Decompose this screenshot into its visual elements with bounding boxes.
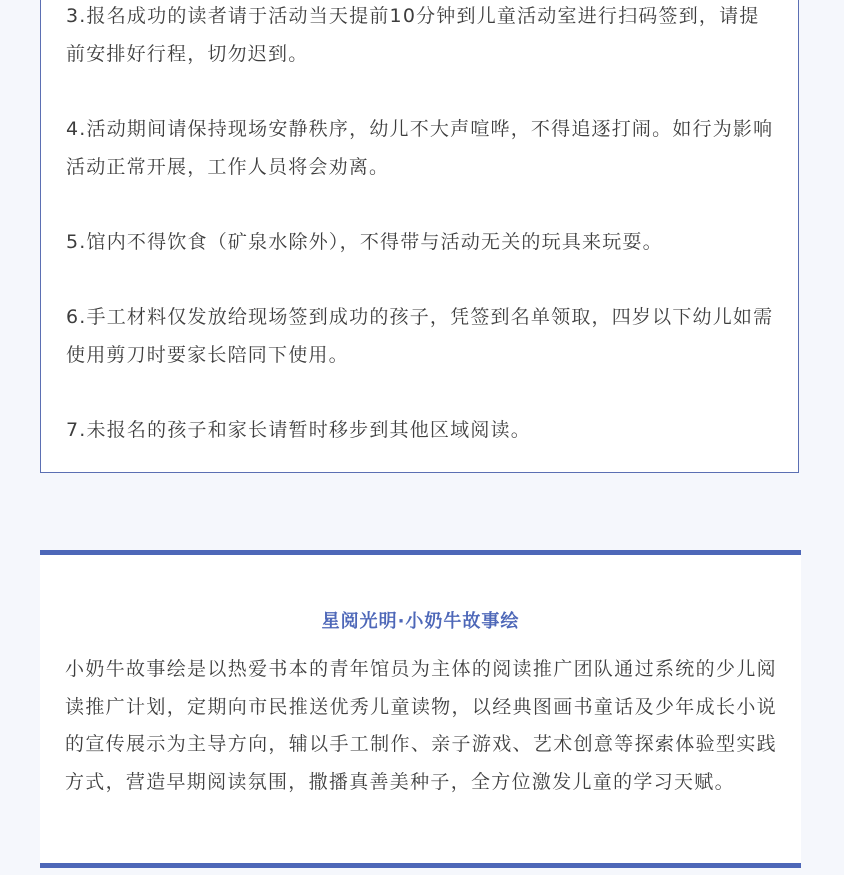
rule-item-6: 6.手工材料仅发放给现场签到成功的孩子，凭签到名单领取，四岁以下幼儿如需使用剪刀时要家长陪同下使用。 bbox=[66, 306, 774, 366]
rule-item-7: 7.未报名的孩子和家长请暂时移步到其他区域阅读。 bbox=[66, 419, 531, 441]
rule-item-3: 3.报名成功的读者请于活动当天提前10分钟到儿童活动室进行扫码签到，请提前安排好行程，切勿迟到。 bbox=[66, 5, 760, 65]
story-section bbox=[40, 550, 801, 868]
rules-box bbox=[40, 0, 799, 473]
story-title: 星阅光明·小奶牛故事绘 bbox=[321, 611, 520, 632]
rule-item-5: 5.馆内不得饮食（矿泉水除外），不得带与活动无关的玩具来玩耍。 bbox=[66, 231, 663, 253]
rule-item-4: 4.活动期间请保持现场安静秩序，幼儿不大声喧哗，不得追逐打闹。如行为影响活动正常开展，工作人员将会劝离。 bbox=[66, 118, 774, 178]
story-body: 小奶牛故事绘是以热爱书本的青年馆员为主体的阅读推广团队通过系统的少儿阅读推广计划，定期向市民推送优秀儿童读物，以经典图画书童话及少年成长小说的宣传展示为主导方向，辅以手工制作、亲子游戏、艺术创意等探索体验型实践方式，营造早期阅读氛围，撒播真善美种子，全方位激发儿童的学习天赋。 bbox=[65, 658, 777, 793]
